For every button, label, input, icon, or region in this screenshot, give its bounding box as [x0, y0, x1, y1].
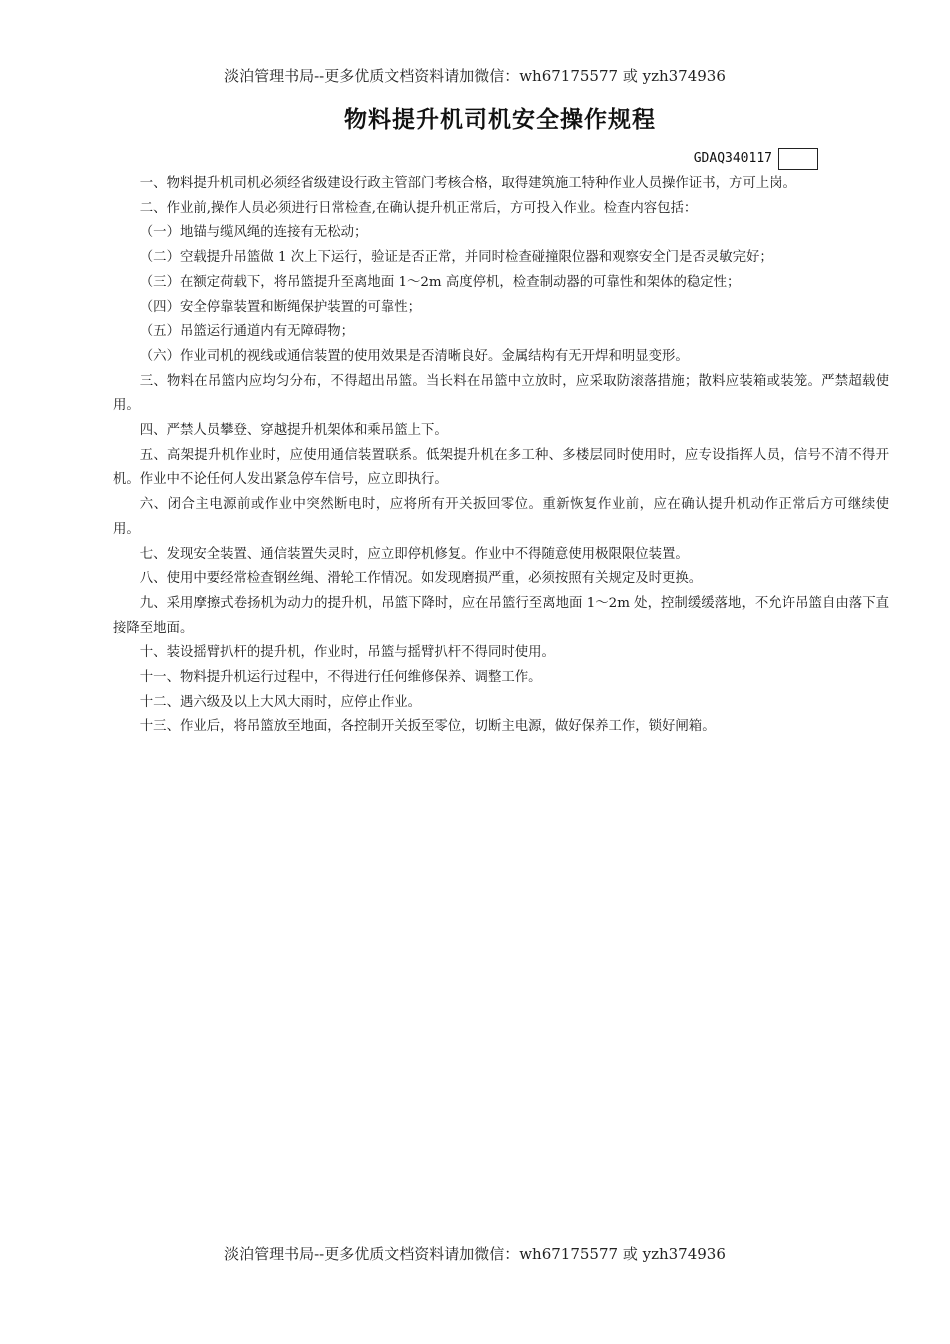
paragraph-8: 八、使用中要经常检查钢丝绳、滑轮工作情况。如发现磨损严重，必须按照有关规定及时更换。 [139, 571, 703, 587]
paragraph-3: 三、物料在吊篮内应均匀分布，不得超出吊篮。当长料在吊篮中立放时，应采取防滚落措施；散料应装箱或装笼。严禁超载使用。 [113, 373, 889, 414]
paragraph-10: 十、装设摇臂扒杆的提升机，作业时，吊篮与摇臂扒杆不得同时使用。 [139, 645, 555, 661]
paragraph-check-4: （四）安全停靠装置和断绳保护装置的可靠性； [139, 299, 421, 315]
paragraph-5: 五、高架提升机作业时，应使用通信装置联系。低架提升机在多工种、多楼层同时使用时，应专设指挥人员，信号不清不得开机。作业中不论任何人发出紧急停车信号，应立即执行。 [113, 447, 889, 488]
document-body [113, 172, 889, 740]
paragraph-2: 二、作业前,操作人员必须进行日常检查,在确认提升机正常后，方可投入作业。检查内容包括： [139, 200, 698, 216]
paragraph-13: 十三、作业后，将吊篮放至地面，各控制开关扳至零位，切断主电源，做好保养工作，锁好闸箱。 [139, 719, 716, 735]
paragraph-4: 四、严禁人员攀登、穿越提升机架体和乘吊篮上下。 [139, 423, 448, 439]
paragraph-12: 十二、遇六级及以上大风大雨时，应停止作业。 [139, 694, 421, 710]
paragraph-check-1: （一）地锚与缆风绳的连接有无松动； [139, 225, 368, 241]
paragraph-check-2: （二）空载提升吊篮做 1 次上下运行，验证是否正常，并同时检查碰撞限位器和观察安全门是否灵敏完好； [139, 250, 773, 266]
document-title: 物料提升机司机安全操作规程 [344, 107, 656, 133]
paragraph-7: 七、发现安全装置、通信装置失灵时，应立即停机修复。作业中不得随意使用极限限位装置。 [139, 546, 689, 562]
paragraph-9: 九、采用摩擦式卷扬机为动力的提升机，吊篮下降时，应在吊篮行至离地面 1～2m 处，控制缓缓落地，不允许吊篮自由落下直接降至地面。 [113, 595, 889, 636]
code-box [778, 148, 818, 170]
paragraph-6: 六、闭合主电源前或作业中突然断电时，应将所有开关扳回零位。重新恢复作业前，应在确认提升机动作正常后方可继续使用。 [113, 497, 889, 537]
paragraph-check-5: （五）吊篮运行通道内有无障碍物； [139, 324, 355, 340]
document-code-row [694, 147, 818, 171]
paragraph-check-6: （六）作业司机的视线或通信装置的使用效果是否清晰良好。金属结构有无开焊和明显变形。 [139, 348, 689, 364]
paragraph-1: 一、物料提升机司机必须经省级建设行政主管部门考核合格，取得建筑施工特种作业人员操作证书，方可上岗。 [139, 176, 796, 191]
header-note: 淡泊管理书局--更多优质文档资料请加微信：wh67175577 或 yzh374936 [224, 67, 726, 85]
footer-note: 淡泊管理书局--更多优质文档资料请加微信：wh67175577 或 yzh374936 [224, 1245, 726, 1263]
paragraph-check-3: （三）在额定荷载下，将吊篮提升至离地面 1～2m 高度停机，检查制动器的可靠性和架体的稳定性； [139, 274, 741, 290]
document-code: GDAQ340117 [693, 151, 772, 166]
paragraph-11: 十一、物料提升机运行过程中，不得进行任何维修保养、调整工作。 [139, 670, 542, 686]
